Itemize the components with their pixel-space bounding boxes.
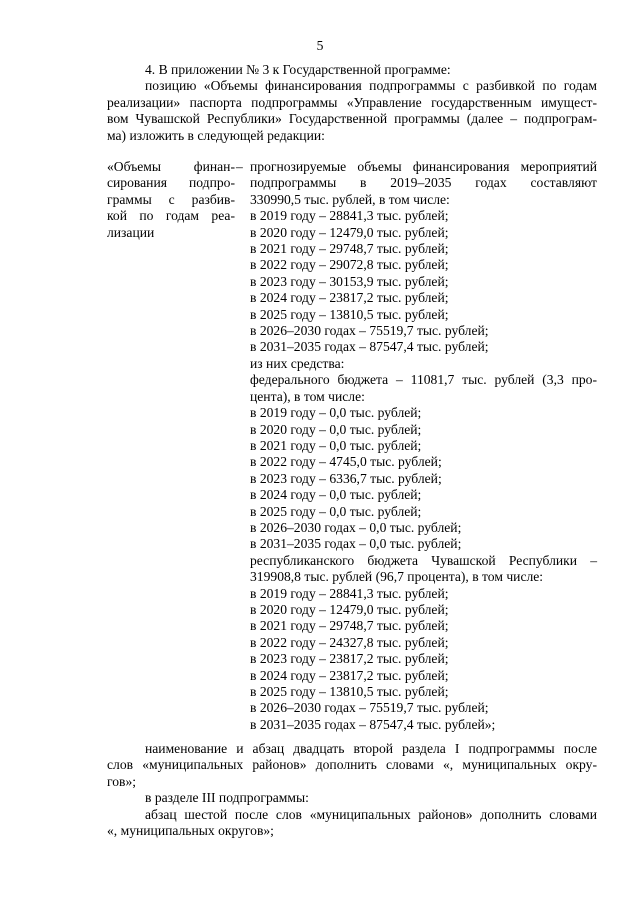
total-year-item: в 2025 году – 13810,5 тыс. рублей; [250, 306, 449, 322]
right-cell-word: годах [475, 175, 507, 191]
total-year-item: в 2023 году – 30153,9 тыс. рублей; [250, 273, 449, 289]
total-year-item: в 2026–2030 годах – 75519,7 тыс. рублей; [250, 323, 489, 339]
after-line: наименование и абзац двадцать второй раздела I подпрограммы после [145, 741, 597, 756]
right-cell-word: составляют [530, 175, 597, 191]
republic-year-item: в 2031–2035 годах – 87547,4 тыс. рублей»; [250, 716, 496, 732]
cell-dash: – [236, 159, 243, 174]
right-cell-line: прогнозируемые объемы финансирования мероприятий [250, 159, 597, 174]
intro-heading: 4. В приложении № 3 к Государственной программе: [145, 62, 451, 77]
republic-year-item: в 2021 году – 29748,7 тыс. рублей; [250, 618, 449, 634]
federal-year-item: в 2021 году – 0,0 тыс. рублей; [250, 437, 422, 453]
from-them-label: из них средства: [250, 355, 345, 371]
after-line: «, муниципальных округов»; [107, 823, 274, 839]
right-cell-word: 2019–2035 [390, 175, 452, 191]
federal-year-item: в 2025 году – 0,0 тыс. рублей; [250, 503, 422, 519]
table-left-cell [107, 159, 235, 241]
right-cell-line: 330990,5 тыс. рублей, в том числе: [250, 191, 450, 207]
intro-line: ма) изложить в следующей редакции: [107, 127, 325, 143]
federal-budget-line: федерального бюджета – 11081,7 тыс. рублей (3,3 про- [250, 372, 597, 388]
federal-year-item: в 2019 году – 0,0 тыс. рублей; [250, 405, 422, 421]
table-right-cell [250, 159, 597, 733]
left-cell-line: «Объемы финан- [107, 159, 235, 174]
federal-year-item: в 2023 году – 6336,7 тыс. рублей; [250, 470, 442, 486]
republic-year-item: в 2020 году – 12479,0 тыс. рублей; [250, 601, 449, 617]
total-year-item: в 2021 году – 29748,7 тыс. рублей; [250, 241, 449, 257]
federal-year-item: в 2031–2035 годах – 0,0 тыс. рублей; [250, 536, 462, 552]
intro-line: реализации» паспорта подпрограммы «Управление государственным имущест- [107, 94, 597, 110]
federal-year-item: в 2026–2030 годах – 0,0 тыс. рублей; [250, 519, 462, 535]
republic-year-item: в 2025 году – 13810,5 тыс. рублей; [250, 684, 449, 699]
right-cell-word: подпрограммы [250, 175, 337, 191]
right-cell-word: в [360, 175, 367, 191]
after-line: в разделе III подпрограммы: [145, 790, 309, 806]
after-line: слов «муниципальных районов» дополнить словами «, муниципальных окру- [107, 757, 597, 773]
right-cell-line [250, 175, 597, 191]
after-line: гов»; [107, 773, 137, 789]
republic-year-item: в 2023 году – 23817,2 тыс. рублей; [250, 651, 449, 667]
republic-year-item: в 2022 году – 24327,8 тыс. рублей; [250, 634, 449, 650]
federal-budget-line: цента), в том числе: [250, 388, 365, 404]
federal-year-item: в 2020 году – 0,0 тыс. рублей; [250, 421, 422, 437]
total-year-item: в 2022 году – 29072,8 тыс. рублей; [250, 257, 449, 273]
left-cell-line: граммы с разбив- [107, 191, 235, 207]
federal-year-item: в 2024 году – 0,0 тыс. рублей; [250, 487, 422, 503]
left-cell-line: кой по годам реа- [107, 208, 235, 224]
left-cell-line: лизации [107, 224, 155, 240]
republic-budget-line: республиканского бюджета Чувашской Республики – [250, 552, 597, 568]
after-line: абзац шестой после слов «муниципальных районов» дополнить словами [145, 806, 597, 822]
total-year-item: в 2020 году – 12479,0 тыс. рублей; [250, 224, 449, 240]
intro-line: вом Чувашской Республики» Государственной программы (далее – подпрограм- [107, 111, 597, 127]
republic-year-item: в 2024 году – 23817,2 тыс. рублей; [250, 667, 449, 683]
republic-budget-line: 319908,8 тыс. рублей (96,7 процента), в том числе: [250, 569, 544, 585]
total-year-item: в 2024 году – 23817,2 тыс. рублей; [250, 290, 449, 306]
intro-line: позицию «Объемы финансирования подпрограммы с разбивкой по годам [145, 78, 597, 94]
after-paragraphs [107, 741, 597, 839]
total-year-item: в 2019 году – 28841,3 тыс. рублей; [250, 208, 449, 224]
total-year-item: в 2031–2035 годах – 87547,4 тыс. рублей; [250, 339, 489, 355]
republic-year-item: в 2019 году – 28841,3 тыс. рублей; [250, 585, 449, 601]
page-number: 5 [316, 38, 324, 53]
intro-paragraph [107, 62, 597, 144]
left-cell-line: сирования подпро- [107, 175, 235, 191]
republic-year-item: в 2026–2030 годах – 75519,7 тыс. рублей; [250, 700, 489, 716]
federal-year-item: в 2022 году – 4745,0 тыс. рублей; [250, 454, 442, 470]
